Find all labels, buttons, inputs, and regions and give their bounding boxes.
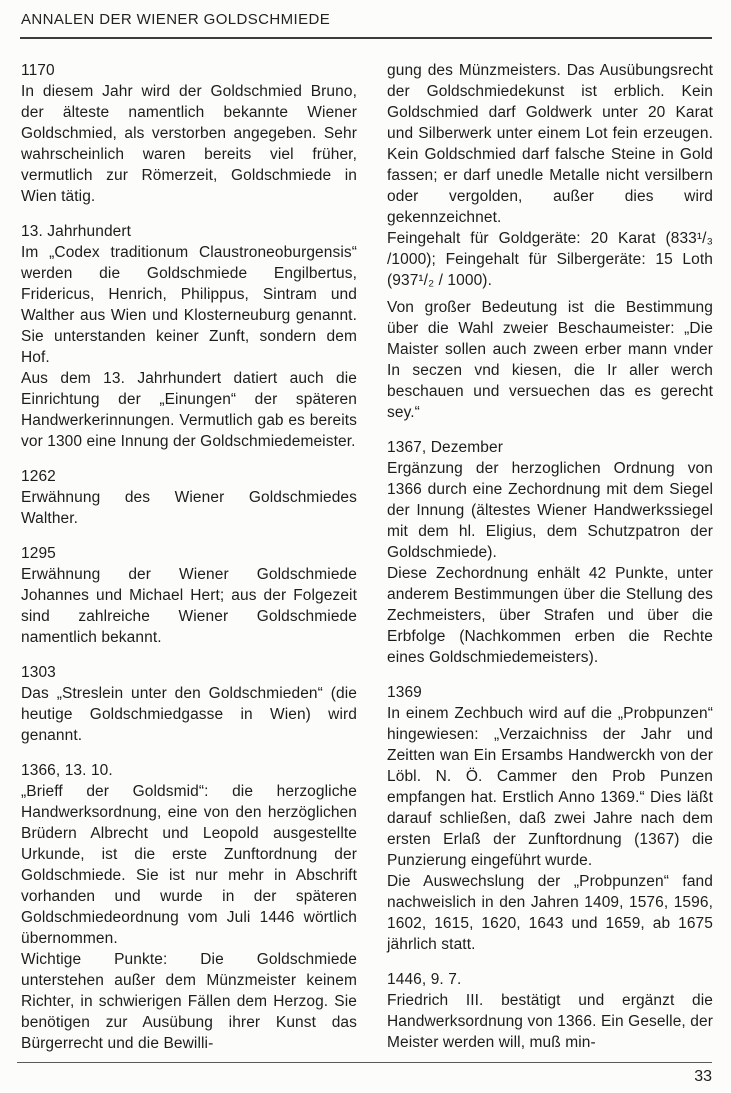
entry-heading-1446: 1446, 9. 7. [387, 971, 462, 988]
entry-1295 [21, 543, 357, 648]
entry-paragraph: Von großer Bedeutung ist die Bestimmung über die Wahl zweier Beschaumeister: „Die Maister sollen auch zween erber mann vnder In seczen vnd kiesen, die Ir aller werch beschauen und versuechen das es gerecht sey.“ [387, 299, 713, 421]
entry-heading-1262: 1262 [21, 468, 56, 485]
entry-heading-1170: 1170 [21, 62, 55, 79]
entry-1367 [387, 437, 713, 668]
entry-heading-1367: 1367, Dezember [387, 439, 503, 456]
entry-1446 [387, 969, 713, 1053]
entry-paragraph: Das „Streslein unter den Goldschmieden“ (die heutige Goldschmiedgasse in Wien) wird genannt. [21, 685, 357, 744]
entry-1366 [21, 760, 357, 1054]
entry-paragraph: „Brieff der Goldsmid“: die herzogliche Handwerksordnung, eine von den herzöglichen Brüdern Albrecht und Leopold ausgestellte Urkunde, ist die erste Zunftordnung der Goldschmiede. Sie ist nur mehr in Abschrift vorhanden und wurde in der späteren Goldschmiedeordnung vom Juli 1446 wörtlich übernommen. [21, 783, 357, 947]
entry-continuation [387, 60, 713, 291]
right-column [387, 60, 713, 1054]
entry-beschaumeister [387, 297, 713, 423]
entry-paragraph: In diesem Jahr wird der Goldschmied Bruno, der älteste namentlich bekannte Wiener Goldschmied, als verstorben angegeben. Sehr wahrscheinlich waren bereits viel früher, vermutlich zur Römerzeit, Goldschmiede in Wien tätig. [21, 83, 357, 205]
header-rule [20, 37, 712, 39]
entry-paragraph: Feingehalt für Goldgeräte: 20 Karat (833¹/₃ /1000); Feingehalt für Silbergeräte: 15 Loth (937¹/₂ / 1000). [387, 230, 713, 289]
page-number: 33 [694, 1068, 712, 1085]
entry-paragraph: gung des Münzmeisters. Das Ausübungsrecht der Goldschmiedekunst ist erblich. Kein Goldschmied darf Goldwerk unter 20 Karat und Silberwerk unter einem Lot fein erzeugen. Kein Goldschmied darf falsche Steine in Gold fassen; er darf unedle Metalle nicht versilbern oder vergolden, außer dies wird gekennzeichnet. [387, 62, 713, 226]
entry-paragraph: Friedrich III. bestätigt und ergänzt die Handwerksordnung von 1366. Ein Geselle, der Meister werden will, muß min- [387, 992, 713, 1051]
entry-1262 [21, 466, 357, 529]
entry-1369 [387, 682, 713, 955]
entry-heading-1303: 1303 [21, 664, 56, 681]
text-columns [21, 60, 713, 1054]
left-column [21, 60, 357, 1054]
entry-paragraph: Ergänzung der herzoglichen Ordnung von 1366 durch eine Zechordnung mit dem Siegel der Innung (ältestes Wiener Handwerkssiegel mit dem hl. Eligius, dem Schutzpatron der Goldschmiede). [387, 460, 713, 561]
entry-paragraph: Aus dem 13. Jahrhundert datiert auch die Einrichtung der „Einungen“ der späteren Handwerkerinnungen. Vermutlich gab es bereits vor 1300 eine Innung der Goldschmiedemeister. [21, 370, 357, 450]
footer-rule [17, 1062, 712, 1063]
entry-heading-13-jahrhundert: 13. Jahrhundert [21, 223, 132, 240]
entry-1303 [21, 662, 357, 746]
entry-heading-1295: 1295 [21, 545, 56, 562]
entry-paragraph: Diese Zechordnung enhält 42 Punkte, unter anderem Bestimmungen über die Stellung des Zechmeisters, über Strafen und über die Erbfolge (Nachkommen erben die Rechte eines Goldschmiedemeisters). [387, 565, 713, 666]
entry-13-jahrhundert [21, 221, 357, 452]
entry-1170 [21, 60, 357, 207]
page-header-title: ANNALEN DER WIENER GOLDSCHMIEDE [21, 11, 331, 28]
entry-heading-1366: 1366, 13. 10. [21, 762, 113, 779]
entry-paragraph: In einem Zechbuch wird auf die „Probpunzen“ hingewiesen: „Verzaichniss der Jahr und Zeitten wan Ein Ersambs Handwerckh von der Löbl. N. Ö. Cammer den Prob Punzen empfangen hat. Erstlich Anno 1369.“ Dies läßt darauf schließen, daß zwei Jahre nach dem ersten Erlaß der Zunftordnung (1367) die Punzierung eingeführt wurde. [387, 705, 713, 869]
entry-paragraph: Die Auswechslung der „Probpunzen“ fand nachweislich in den Jahren 1409, 1576, 1596, 1602, 1615, 1620, 1643 und 1659, ab 1675 jährlich statt. [387, 873, 713, 953]
entry-paragraph: Wichtige Punkte: Die Goldschmiede unterstehen außer dem Münzmeister keinem Richter, in schwierigen Fällen dem Herzog. Sie benötigen zur Ausübung ihrer Kunst das Bürgerrecht und die Bewilli- [21, 951, 357, 1052]
entry-heading-1369: 1369 [387, 684, 422, 701]
entry-paragraph: Im „Codex traditionum Claustroneoburgensis“ werden die Goldschmiede Engilbertus, Fridericus, Henrich, Philippus, Sintram und Walther aus Wien und Klosterneuburg genannt. Sie unterstanden keiner Zunft, sondern dem Hof. [21, 244, 357, 366]
entry-paragraph: Erwähnung der Wiener Goldschmiede Johannes und Michael Hert; aus der Folgezeit sind zahlreiche Wiener Goldschmiede namentlich bekannt. [21, 566, 357, 646]
entry-paragraph: Erwähnung des Wiener Goldschmiedes Walther. [21, 489, 357, 527]
